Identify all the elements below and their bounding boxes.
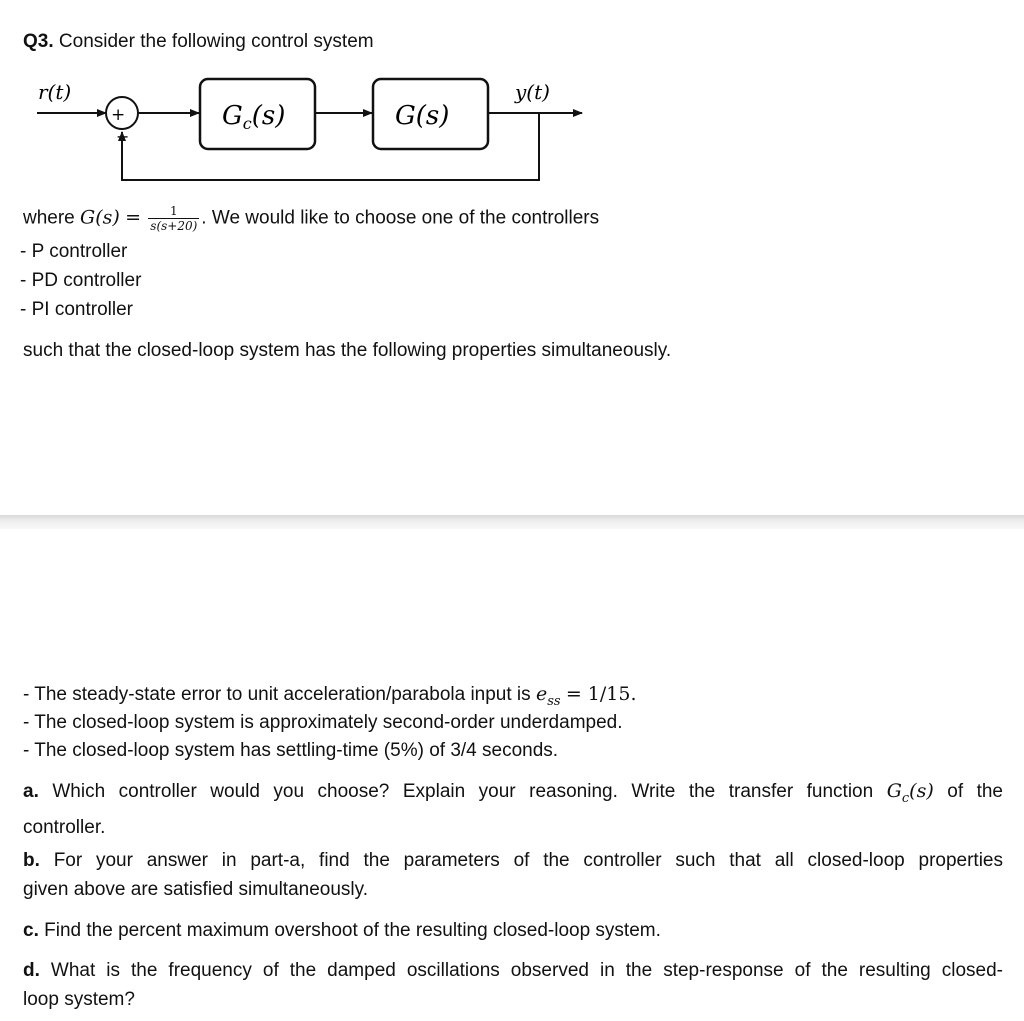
ess-symbol: [535, 683, 561, 709]
page-separator: [0, 515, 1024, 529]
part-b-line2: given above are satisfied simultaneously.: [23, 879, 369, 900]
part-d-text: What is the frequency of the damped oscillations observed in the step-response of the resulting closed-: [50, 960, 1003, 981]
sum-minus-sign: −: [116, 127, 130, 146]
controller-label: [222, 101, 285, 133]
part-a-tail: of the: [947, 781, 1004, 802]
part-a-g: G: [886, 780, 902, 802]
part-a-sub: c: [901, 790, 910, 806]
controller-option-pi: - PI controller: [20, 299, 133, 320]
sum-plus-sign: +: [111, 105, 126, 125]
page-bottom: [0, 529, 1024, 1021]
input-label: r(t): [38, 80, 72, 104]
fraction-numerator: 1: [169, 204, 178, 218]
part-c-label: c.: [23, 920, 39, 941]
properties-intro: such that the closed-loop system has the following properties simultaneously.: [23, 340, 672, 361]
part-a-label: a.: [23, 781, 39, 802]
part-d-line2: loop system?: [23, 989, 135, 1010]
part-d: [23, 956, 1003, 1014]
output-label: y(t): [515, 80, 550, 104]
question-label: Q3.: [23, 31, 54, 52]
ess-value: = 1/15.: [565, 683, 637, 705]
part-a-gc: [886, 780, 934, 806]
part-a-arg: (s): [909, 780, 934, 802]
part-b: [23, 846, 1003, 904]
question-title-text: Consider the following control system: [58, 31, 374, 52]
part-a: [23, 777, 1003, 842]
controller-option-p: - P controller: [20, 241, 128, 262]
block-diagram: [0, 72, 620, 182]
controller-option-pd: - PD controller: [20, 270, 142, 291]
fraction-denominator: s(s+20): [150, 219, 198, 233]
controller-g: G: [222, 101, 243, 131]
part-a-line2: controller.: [23, 816, 106, 838]
controller-arg: (s): [251, 101, 286, 131]
part-d-label: d.: [23, 960, 40, 981]
part-b-text: For your answer in part-a, find the parameters of the controller such that all closed-loop properties: [53, 850, 1003, 871]
equals-sign: =: [125, 206, 141, 229]
part-a-text: Which controller would you choose? Explain your reasoning. Write the transfer function: [52, 781, 874, 802]
part-c: [23, 916, 1003, 945]
part-c-text: Find the percent maximum overshoot of the resulting closed-loop system.: [44, 920, 661, 941]
transfer-fraction: [148, 204, 199, 233]
requirement-settling-time: - The closed-loop system has settling-time (5%) of 3/4 seconds.: [23, 740, 559, 761]
where-prefix: where: [23, 207, 75, 229]
ess-sub: ss: [547, 693, 561, 709]
requirement-steady-state: [23, 682, 636, 714]
question-title: [23, 30, 374, 54]
g-of-s: G(s): [80, 206, 120, 229]
requirement-steady-state-text: - The steady-state error to unit acceleration/parabola input is: [23, 684, 531, 705]
where-line: [23, 204, 599, 233]
controller-sub: c: [242, 114, 252, 133]
where-suffix: . We would like to choose one of the controllers: [201, 207, 600, 229]
requirement-second-order: - The closed-loop system is approximately second-order underdamped.: [23, 712, 623, 733]
part-b-label: b.: [23, 850, 40, 871]
ess-e: e: [535, 683, 548, 705]
plant-label: G(s): [395, 101, 450, 131]
